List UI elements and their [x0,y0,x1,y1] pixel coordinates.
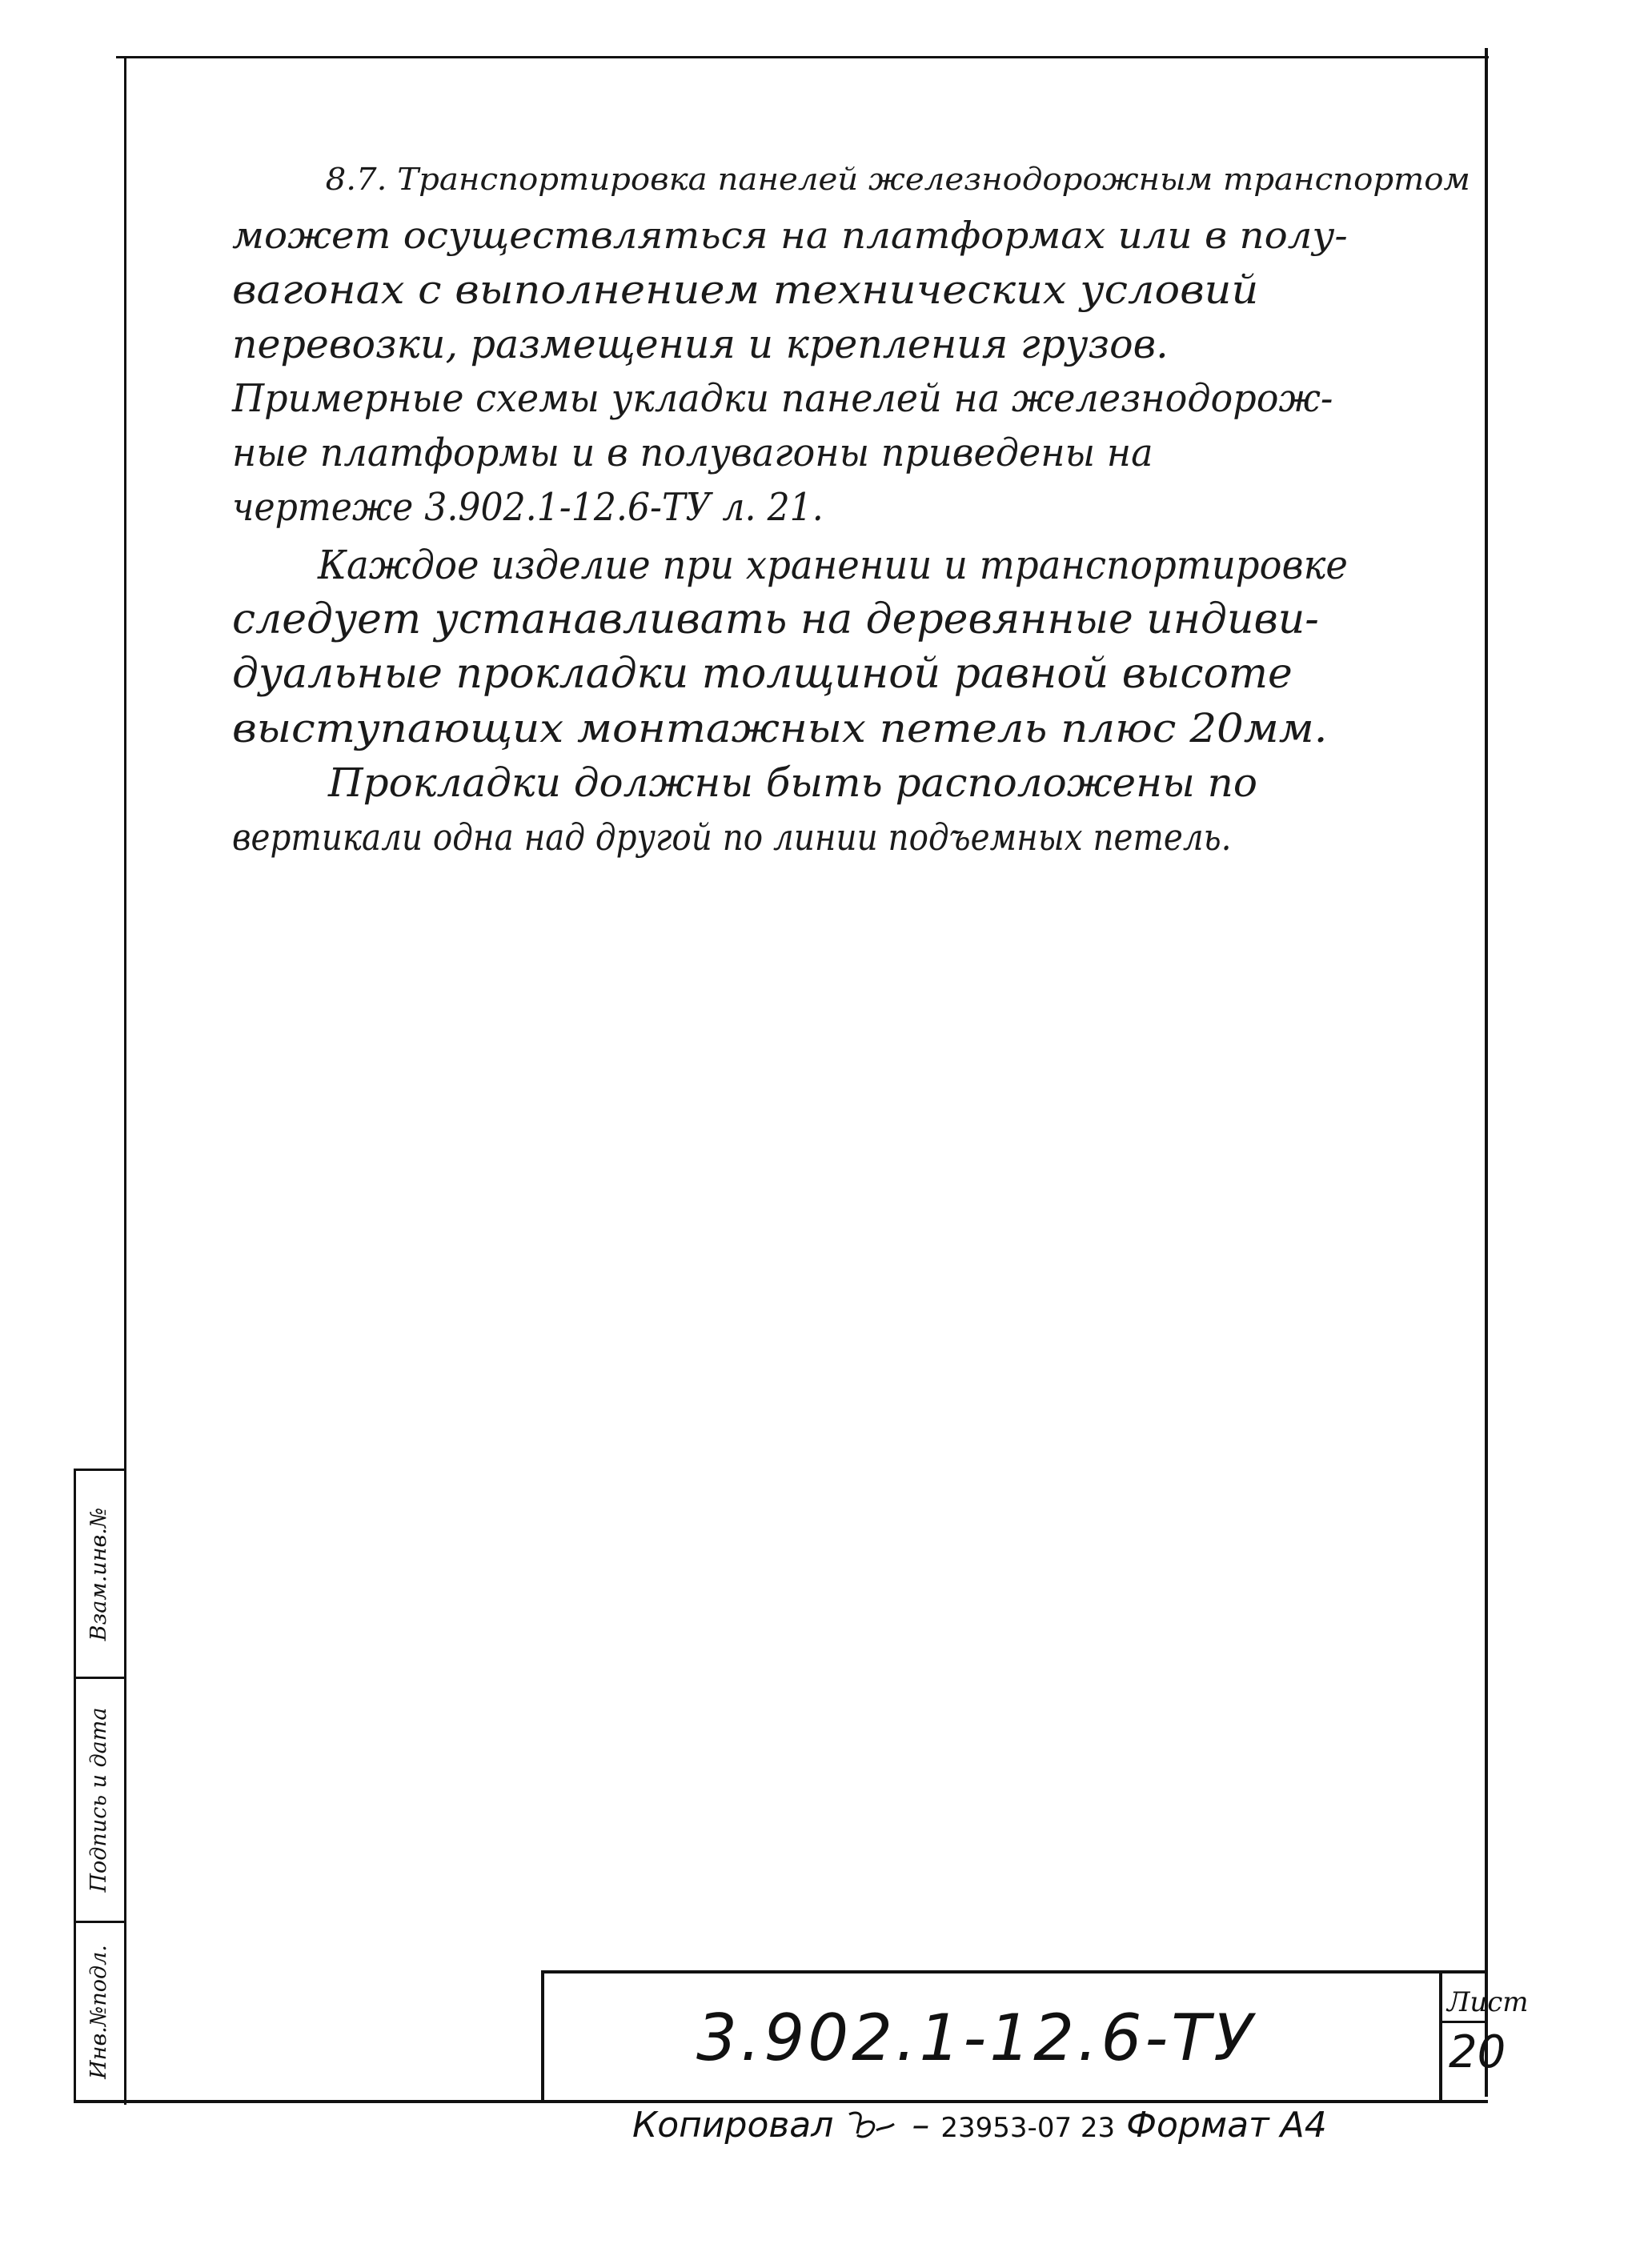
side-label-replace-inv: Взам.инв.№ [86,1507,111,1641]
text-line: следует устанавливать на деревянные индиви- [232,595,1319,643]
document-code: 3.902.1-12.6-ТУ [696,2001,1256,2075]
inner-left-border [124,58,126,2105]
sheet-label: Лист [1447,1986,1529,2018]
text-line: Каждое изделие при хранении и транспортировке [317,542,1348,588]
text-line: чертеже 3.902.1-12.6-ТУ л. 21. [232,485,824,530]
sheet-number: 20 [1449,2026,1506,2078]
text-line: Прокладки должны быть расположены по [328,759,1257,806]
text-line: дуальные прокладки толщиной равной высоте [232,650,1293,698]
copier-signature [844,2105,912,2146]
text-line: выступающих монтажных петель плюс 20мм. [232,705,1328,751]
format-label: Формат А4 [1126,2105,1327,2146]
sheet-cell-left-line [1439,1970,1442,2102]
sheet-cell-divider [1439,2021,1488,2023]
text-line: вертикали одна над другой по линии подъемных петель. [232,815,1232,859]
body-text [232,152,1513,864]
text-line: Примерные схемы укладки панелей на железнодорож- [232,376,1333,421]
text-line: 8.7. Транспортировка панелей железнодорожным транспортом [325,162,1470,197]
side-label-sign-date: Подпись и дата [86,1707,111,1893]
footer: Копировал – 23953-07 23 Формат А4 [632,2105,1327,2146]
order-number: 23953-07 23 [940,2112,1116,2144]
side-stamp-outer-line [74,1469,76,2102]
title-block-top-line [541,1970,1488,1973]
top-border [116,56,1489,58]
title-block-left-line [541,1970,544,2102]
text-line: ные платформы и в полувагоны приведены на [232,431,1153,475]
text-line: вагонах с выполнением технических условий [232,266,1259,313]
side-label-inv-orig: Инв.№подл. [86,1945,111,2079]
bottom-border [74,2100,1488,2103]
copied-by-label: Копировал [632,2105,834,2146]
text-line: может осуществляться на платформах или в полу- [232,214,1348,257]
text-line: перевозки, размещения и крепления грузов. [232,321,1169,367]
